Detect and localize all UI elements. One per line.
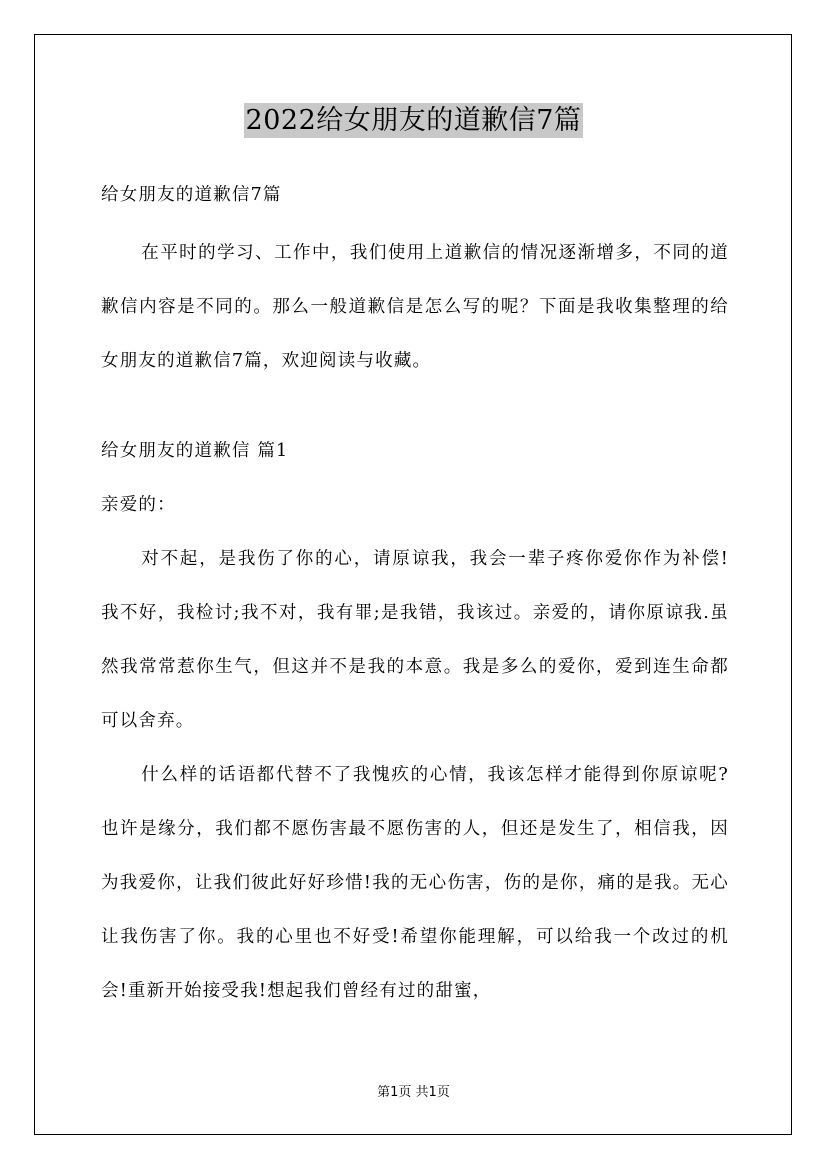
body-paragraph-1: 对不起，是我伤了你的心，请原谅我，我会一辈子疼你爱你作为补偿!我不好，我检讨;我不对，我有罪;是我错，我该过。亲爱的，请你原谅我.虽然我常常惹你生气，但这并不是我的本意。我是多么的爱你，爱到连生命都可以舍弃。	[101, 549, 729, 731]
page-indicator: 第1页 共1页	[377, 1085, 450, 1100]
page-footer	[0, 1081, 827, 1100]
intro-paragraph: 在平时的学习、工作中，我们使用上道歉信的情况逐渐增多，不同的道歉信内容是不同的。那么一般道歉信是怎么写的呢？下面是我收集整理的给女朋友的道歉信7篇，欢迎阅读与收藏。	[101, 243, 729, 371]
document-title-text: 2022给女朋友的道歉信7篇	[245, 105, 582, 136]
document-subtitle: 给女朋友的道歉信7篇	[101, 185, 282, 205]
section-heading: 给女朋友的道歉信 篇1	[101, 441, 289, 461]
salutation: 亲爱的：	[101, 495, 176, 515]
document-body	[101, 176, 729, 1018]
body-paragraph-2: 什么样的话语都代替不了我愧疚的心情，我该怎样才能得到你原谅呢?也许是缘分，我们都不愿伤害最不愿伤害的人，但还是发生了，相信我，因为我爱你，让我们彼此好好珍惜!我的无心伤害，伤的是你，痛的是我。无心让我伤害了你。我的心里也不好受!希望你能理解，可以给我一个改过的机会!重新开始接受我!想起我们曾经有过的甜蜜，	[101, 765, 729, 1001]
document-title	[0, 98, 827, 144]
section-spacer	[101, 388, 729, 424]
